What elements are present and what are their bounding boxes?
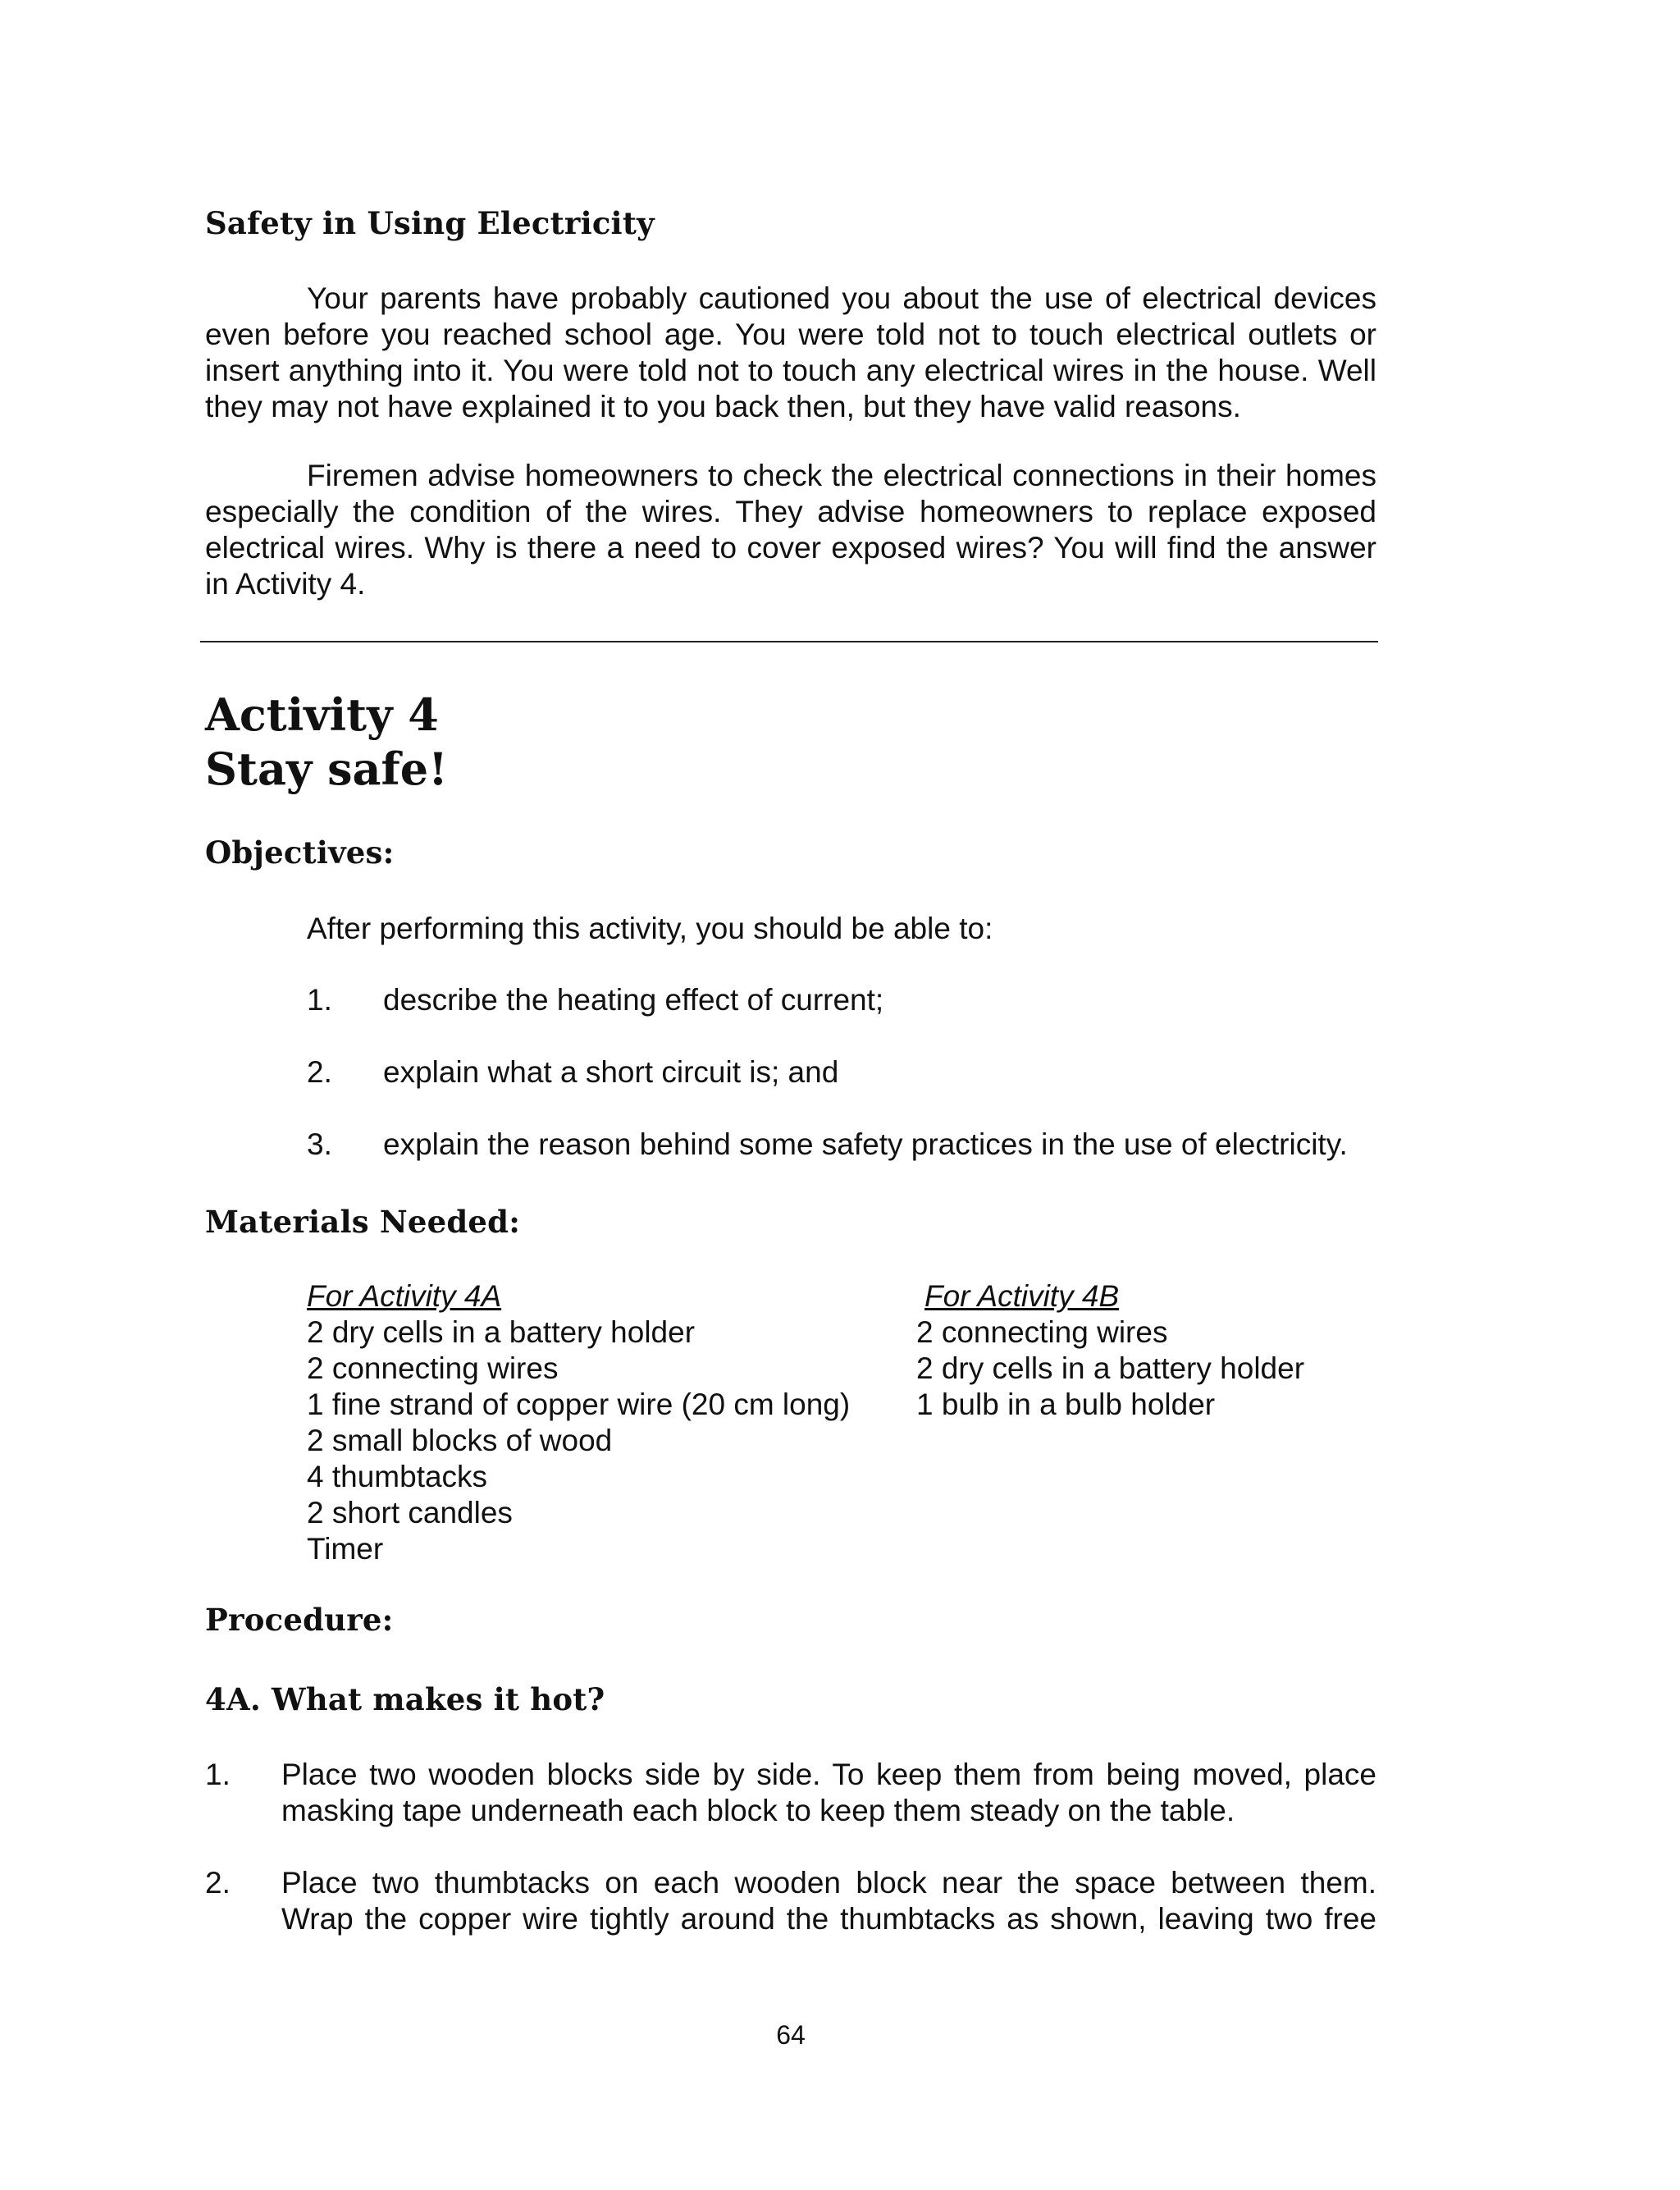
materials-column-4a (307, 1278, 850, 1567)
material-item: 1 fine strand of copper wire (20 cm long) (307, 1388, 851, 1421)
material-item: 1 bulb in a bulb holder (916, 1388, 1216, 1421)
material-item: 2 small blocks of wood (307, 1424, 613, 1457)
objectives-heading: Objectives: (205, 834, 395, 871)
activity-name: Stay safe! (205, 743, 448, 795)
material-item: 2 connecting wires (307, 1351, 559, 1385)
objective-item (307, 982, 1390, 1018)
procedure-step (205, 1865, 1376, 1937)
step-number: 2. (205, 1866, 231, 1900)
objective-number: 2. (307, 1055, 332, 1089)
step-text: Place two wooden blocks side by side. To keep them from being moved, place masking tape underneath each block to keep them steady on the table. (281, 1758, 1376, 1827)
objectives-list (307, 982, 1390, 1163)
section-divider (200, 641, 1378, 642)
page-number: 64 (776, 2020, 806, 2050)
material-item: 2 dry cells in a battery holder (307, 1315, 696, 1349)
material-item: 2 dry cells in a battery holder (916, 1351, 1305, 1385)
step-text: Place two thumbtacks on each wooden block near the space between them. Wrap the copper wire tightly around the thumbtacks as shown, leaving two free (281, 1866, 1376, 1936)
intro-paragraph-1 (205, 281, 1376, 425)
intro-paragraph-2 (205, 458, 1376, 602)
paragraph-text: Firemen advise homeowners to check the electrical connections in their homes especially the condition of the wires. They advise homeowners to replace exposed electrical wires. Why is there a need to cover exposed wires? You will find the answer in Activity 4. (205, 459, 1376, 601)
material-item: 2 connecting wires (916, 1315, 1168, 1349)
paragraph-text: Your parents have probably cautioned you about the use of electrical devices even before you reached school age. You were told not to touch electrical outlets or insert anything into it. You were told not to touch any electrical wires in the house. Well they may not have explained it to you back then, but they have valid reasons. (205, 281, 1376, 423)
objective-text: describe the heating effect of current; (383, 983, 884, 1017)
objective-text: explain the reason behind some safety practices in the use of electricity. (383, 1127, 1348, 1161)
materials-4b-header: For Activity 4B (924, 1279, 1120, 1313)
procedure-step (205, 1757, 1376, 1829)
objective-item (307, 1127, 1390, 1163)
objective-text: explain what a short circuit is; and (383, 1055, 839, 1089)
objective-item (307, 1054, 1390, 1090)
procedure-steps (205, 1757, 1376, 1937)
materials-heading: Materials Needed: (205, 1204, 521, 1240)
step-number: 1. (205, 1758, 231, 1791)
material-item: 4 thumbtacks (307, 1460, 488, 1493)
objective-number: 1. (307, 983, 332, 1017)
activity-title-block (205, 688, 448, 796)
objectives-intro: After performing this activity, you should be able to: (307, 912, 993, 945)
section-heading: Safety in Using Electricity (205, 205, 655, 241)
activity-number: Activity 4 (205, 688, 439, 741)
materials-4a-header: For Activity 4A (307, 1279, 502, 1313)
material-item: 2 short candles (307, 1496, 513, 1529)
procedure-subheading: 4A. What makes it hot? (205, 1681, 605, 1717)
procedure-heading: Procedure: (205, 1602, 394, 1638)
objective-number: 3. (307, 1127, 332, 1161)
material-item: Timer (307, 1532, 384, 1566)
materials-column-4b (916, 1278, 1304, 1423)
